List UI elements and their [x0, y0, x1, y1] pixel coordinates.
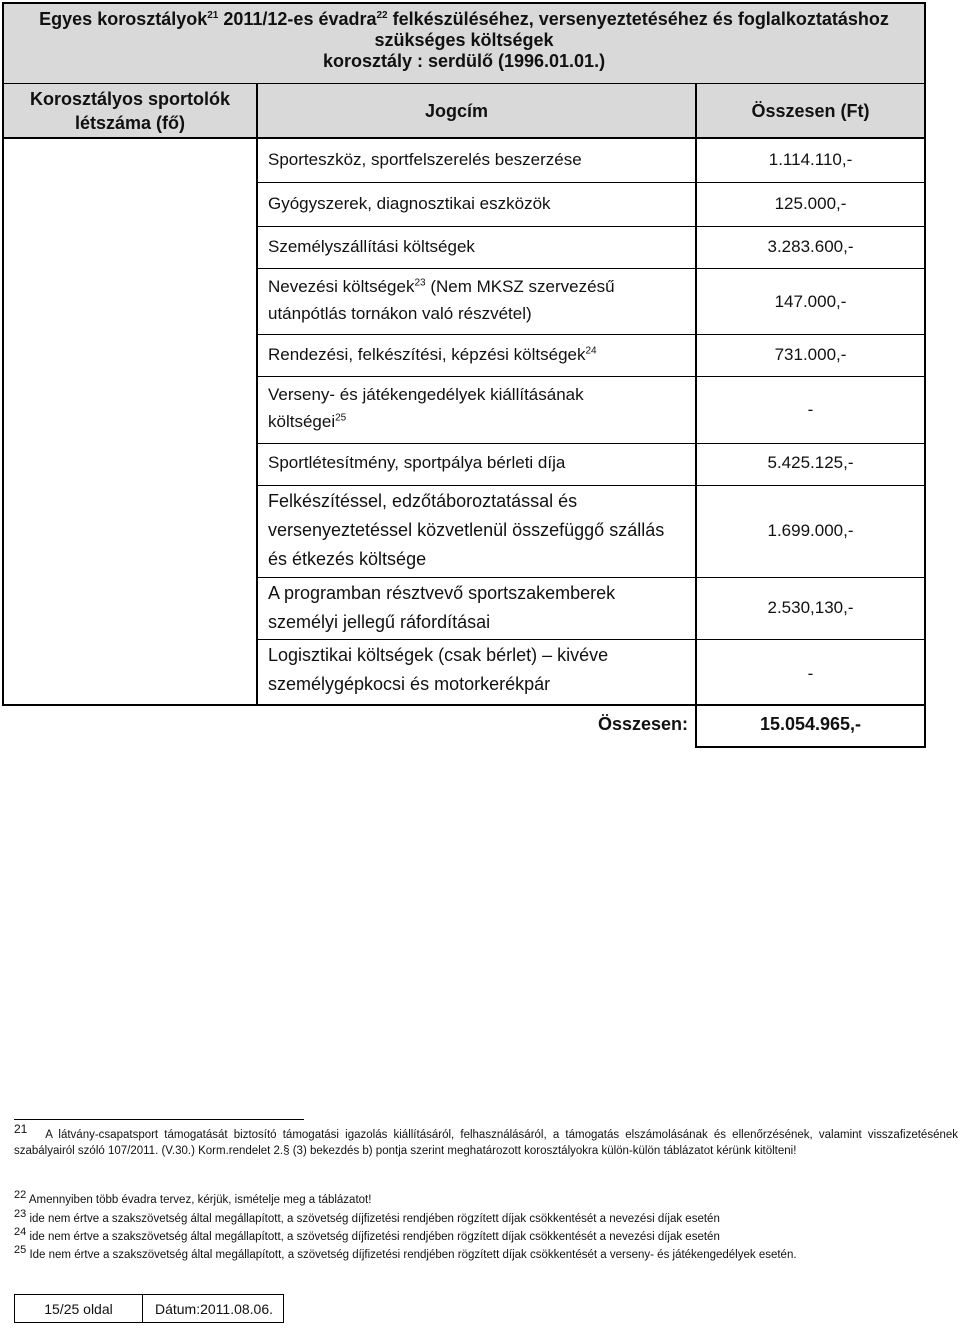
table-row-label: Gyógyszerek, diagnosztikai eszközök: [268, 194, 551, 213]
table-row-amount: 1.114.110,-: [768, 150, 853, 169]
header-jogcim: Jogcím: [424, 100, 489, 121]
page-footer: [14, 1294, 284, 1323]
table-row-amount: -: [807, 664, 814, 683]
table-row-label: Felkészítéssel, edzőtáboroztatással és versenyeztetéssel közvetlenül összefüggő szállás és étkezés költsége: [268, 491, 665, 569]
footnote-22: $^{22}$ Amennyiben több évadra tervez, kérjük, ismételje meg a táblázatot!: [14, 1189, 372, 1206]
header-letszam: Korosztályos sportolók létszáma (fő): [29, 89, 231, 133]
table-row-amount: 3.283.600,-: [767, 237, 854, 256]
header-osszesen: Összesen (Ft): [751, 100, 870, 121]
footnote-24: $^{24}$ ide nem értve a szakszövetség által megállapított, a szövetség díjfizetési rendjében rögzített díjak csökkentését a nevezési díjak esetén: [14, 1226, 720, 1243]
table-row-label: Sporteszköz, sportfelszerelés beszerzése: [268, 150, 582, 169]
table-row-amount: 1.699.000,-: [767, 521, 854, 540]
footnote-21: $^{21}$ A látvány-csapatsport támogatását biztosító támogatási igazolás kiállításáról, felhasználásáról, a támogatás elszámolásának és ellenőrzésének, valamint visszafizetésének szabályairól szóló 107/2011. (V.30.) Korm.rendelet 2.§ (3) bekezdés b) pontja szerint meghatározott korosztályokra külön-külön táblázatot kérünk kitölteni!: [14, 1122, 959, 1157]
footnote-23: $^{23}$ ide nem értve a szakszövetség által megállapított, a szövetség díjfizetési rendjében rögzített díjak csökkentését a nevezési díjak esetén: [14, 1208, 720, 1225]
table-row-label: A programban résztvevő sportszakemberek személyi jellegű ráfordításai: [268, 583, 616, 632]
table-row-label: Személyszállítási költségek: [268, 237, 475, 256]
footnote-25: $^{25}$ Ide nem értve a szakszövetség által megállapított, a szövetség díjfizetési rendjében rögzített díjak csökkentését a verseny- és játékengedélyek esetén.: [14, 1244, 797, 1261]
table-row-amount: 5.425.125,-: [767, 453, 854, 472]
footnote-separator: [14, 1119, 304, 1120]
table-row-label: Sportlétesítmény, sportpálya bérleti díja: [268, 453, 566, 472]
document-date: Dátum:2011.08.06.: [154, 1301, 274, 1317]
table-row-amount: -: [807, 400, 814, 419]
total-amount: 15.054.965,-: [759, 714, 862, 734]
table-row-label: Logisztikai költségek (csak bérlet) – kivéve személygépkocsi és motorkerékpár: [268, 645, 609, 694]
table-row-amount: 731.000,-: [774, 345, 847, 364]
table-row-label: Nevezési költségek$^{23}$ (Nem MKSZ szervezésű utánpótlás tornákon való részvétel): [268, 277, 615, 323]
total-label: Összesen:: [597, 714, 688, 734]
table-row-label: Verseny- és játékengedélyek kiállításának költségei$^{25}$: [268, 385, 584, 431]
table-row-label: Rendezési, felkészítési, képzési költségek$^{24}$: [268, 345, 597, 364]
document-title: Egyes korosztályok$^{21}$ 2011/12-es évadra$^{22}$ felkészüléséhez, versenyeztetéséhez és foglalkoztatáshoz szükséges költségek korosztály : serdülő (1996.01.01.): [39, 9, 889, 71]
table-row-amount: 147.000,-: [774, 292, 847, 311]
table-row-amount: 2.530,130,-: [767, 598, 854, 617]
page-number: 15/25 oldal: [15, 1295, 143, 1322]
table-row-amount: 125.000,-: [774, 194, 847, 213]
